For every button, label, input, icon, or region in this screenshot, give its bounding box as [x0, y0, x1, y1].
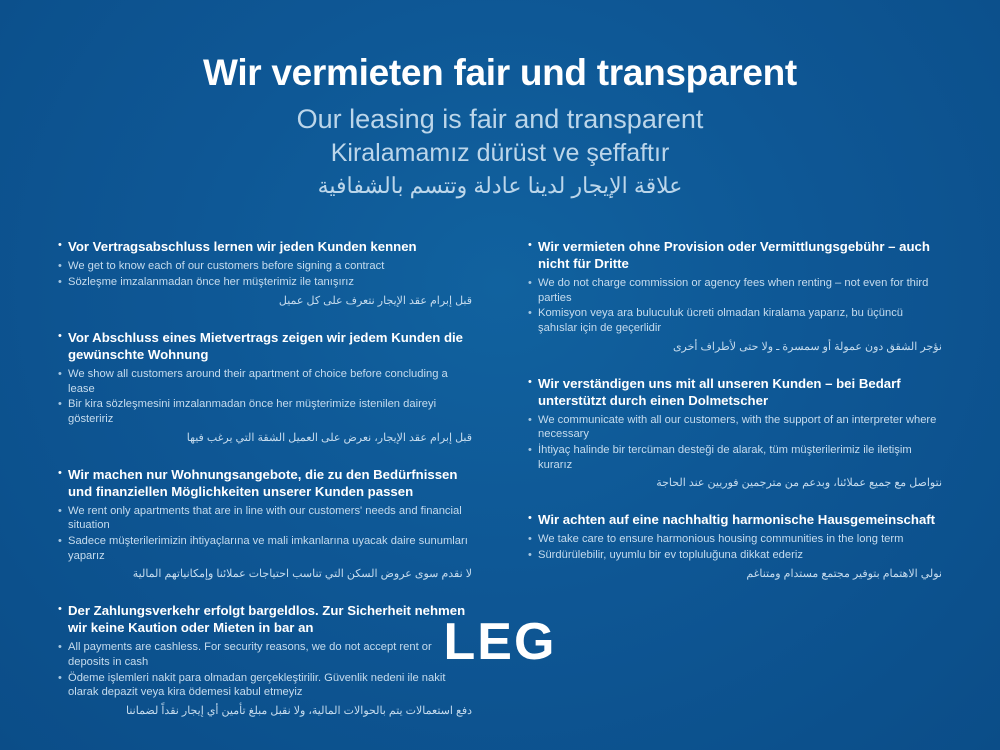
item-text-en: We rent only apartments that are in line with our customers' needs and financial situation	[68, 504, 462, 532]
bullet-icon: •	[528, 533, 532, 546]
item-text-en: All payments are cashless. For security reasons, we do not accept rent or deposits in cash	[68, 641, 432, 669]
list-item	[528, 511, 942, 580]
item-text-ar: نتواصل مع جميع عملائنا، وبدعم من مترجمين فوريين عند الحاجة	[656, 477, 942, 490]
list-item	[58, 466, 472, 581]
item-text-de: Wir vermieten ohne Provision oder Vermittlungsgebühr – auch nicht für Dritte	[538, 239, 930, 272]
item-text-en: We take care to ensure harmonious housing communities in the long term	[538, 533, 904, 546]
bullet-icon: •	[58, 603, 62, 616]
list-item	[528, 238, 942, 353]
bullet-icon: •	[528, 239, 532, 251]
list-item	[58, 238, 472, 307]
item-text-de: Vor Vertragsabschluss lernen wir jeden Kunden kennen	[68, 239, 417, 254]
bullet-icon: •	[58, 641, 62, 654]
item-text-ar: نولي الاهتمام بتوفير مجتمع مستدام ومتناغم	[746, 568, 942, 581]
item-text-tr: Ödeme işlemleri nakit para olmadan gerçekleştirilir. Güvenlik nedeni ile nakit olarak depazit veya kira ödemesi kabul etmeyiz	[68, 671, 446, 699]
bullet-icon: •	[58, 671, 62, 684]
bullet-icon: •	[58, 398, 62, 411]
item-text-tr: İhtiyaç halinde bir tercüman desteği de alarak, tüm müşterilerimiz ile iletişim kurarız	[538, 444, 912, 471]
item-text-tr: Sözleşme imzalanmadan önce her müşterimiz ile tanışırız	[68, 276, 355, 289]
item-text-tr: Bir kira sözleşmesini imzalanmadan önce her müşterimize istenilen daireyi gösteririz	[68, 398, 437, 426]
page-title-de: Wir vermieten fair und transparent	[203, 52, 797, 93]
leg-logo	[0, 612, 1000, 672]
item-text-ar: نؤجر الشقق دون عمولة أو سمسرة ـ ولا حتى لأطراف أخرى	[672, 340, 942, 353]
bullet-icon: •	[528, 413, 532, 426]
item-text-en: We do not charge commission or agency fees when renting – not even for third parties	[538, 277, 929, 304]
bullet-icon: •	[528, 549, 532, 562]
item-text-en: We show all customers around their apartment of choice before concluding a lease	[68, 368, 448, 395]
page-title-tr: Kiralamamız dürüst ve şeffaftır	[330, 139, 670, 168]
bullet-icon: •	[58, 239, 62, 251]
bullet-icon: •	[528, 444, 532, 456]
bullet-icon: •	[528, 307, 532, 320]
item-text-de: Wir achten auf eine nachhaltig harmonische Hausgemeinschaft	[538, 512, 936, 528]
bullet-icon: •	[58, 504, 62, 517]
page-title-en: Our leasing is fair and transparent	[296, 103, 704, 134]
bullet-icon: •	[58, 260, 62, 273]
list-item	[58, 329, 472, 444]
item-text-de: Wir verständigen uns mit all unseren Kunden – bei Bedarf unterstützt durch einen Dolmetscher	[538, 375, 901, 408]
bullet-icon: •	[528, 375, 532, 388]
item-text-tr: Komisyon veya ara buluculuk ücreti olmadan kiralama yaparız, bu üçüncü şahıslar için de geçerlidir	[538, 307, 904, 334]
bullet-icon: •	[58, 330, 62, 343]
item-text-ar: دفع استعمالات يتم بالحوالات المالية، ولا نقبل مبلغ تأمين أي إيجار نقداً لضماننا	[125, 704, 472, 717]
bullet-icon: •	[58, 466, 62, 479]
item-text-de: Vor Abschluss eines Mietvertrags zeigen wir jedem Kunden die gewünschte Wohnung	[68, 330, 463, 363]
logo-text: LEG	[443, 613, 557, 671]
item-text-ar: قبل إبرام عقد الإيجار، نعرض على العميل الشقة التي يرغب فيها	[186, 431, 472, 444]
item-text-en: We get to know each of our customers before signing a contract	[68, 260, 385, 273]
page-title-ar: علاقة الإيجار لدينا عادلة وتتسم بالشفافية	[317, 172, 683, 198]
heading-group	[0, 0, 1000, 200]
item-text-tr: Sadece müşterilerimizin ihtiyaçlarına ve mali imkanlarına uyacak daire sunumları yaparız	[68, 535, 468, 562]
item-text-ar: قبل إبرام عقد الإيجار نتعرف على كل عميل	[278, 295, 472, 308]
item-text-de: Der Zahlungsverkehr erfolgt bargeldlos. Zur Sicherheit nehmen wir keine Kaution oder Mieten in bar an	[68, 603, 466, 636]
bullet-icon: •	[58, 276, 62, 289]
item-text-tr: Sürdürülebilir, uyumlu bir ev topluluğuna dikkat ederiz	[538, 549, 803, 562]
bullet-icon: •	[58, 368, 62, 381]
item-text-de: Wir machen nur Wohnungsangebote, die zu den Bedürfnissen und finanziellen Möglichkeiten unserer Kunden passen	[68, 466, 458, 499]
bullet-icon: •	[58, 535, 62, 548]
bullet-icon: •	[528, 512, 532, 525]
list-item	[528, 375, 942, 490]
item-text-ar: لا نقدم سوى عروض السكن التي تناسب احتياجات عملائنا وإمكانياتهم المالية	[132, 568, 472, 581]
bullet-icon: •	[528, 277, 532, 290]
item-text-en: We communicate with all our customers, with the support of an interpreter where necessary	[538, 413, 937, 441]
